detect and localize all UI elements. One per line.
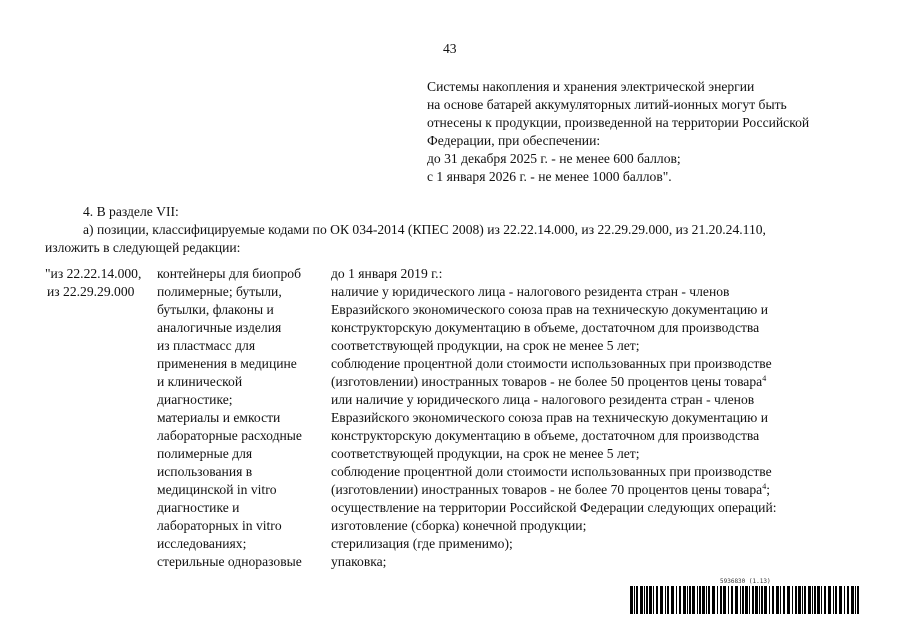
product-line: лабораторных in vitro <box>157 518 282 533</box>
code-cell: "из 22.22.14.000, <box>45 266 142 281</box>
requirement-line <box>331 553 386 571</box>
requirement-line <box>331 427 759 445</box>
requirement-line <box>331 535 513 553</box>
requirement-text: наличие у юридического лица - налогового резидента стран - членов <box>331 284 730 299</box>
requirement-line <box>331 355 772 373</box>
requirement-text: соответствующей продукции, на срок не менее 5 лет; <box>331 338 640 353</box>
item-a-text-continued: изложить в следующей редакции: <box>45 240 241 255</box>
requirement-text: или наличие у юридического лица - налогового резидента стран - членов <box>331 392 755 407</box>
requirement-text: соблюдение процентной доли стоимости использованных при производстве <box>331 356 772 371</box>
section-heading: 4. В разделе VII: <box>83 204 179 219</box>
product-line: медицинской in vitro <box>157 482 277 497</box>
quote-line: до 31 декабря 2025 г. - не менее 600 баллов; <box>427 151 681 166</box>
requirement-line <box>331 409 768 427</box>
requirement-text: соблюдение процентной доли стоимости использованных при производстве <box>331 464 772 479</box>
product-line: исследованиях; <box>157 536 247 551</box>
requirement-text: Евразийского экономического союза прав на техническую документацию и <box>331 410 769 425</box>
requirement-text: конструкторскую документацию в объеме, достаточном для производства <box>331 428 760 443</box>
product-line: и клинической <box>157 374 243 389</box>
requirement-text: конструкторскую документацию в объеме, достаточном для производства <box>331 320 760 335</box>
product-line: аналогичные изделия <box>157 320 282 335</box>
requirement-line <box>331 517 586 535</box>
product-line: стерильные одноразовые <box>157 554 302 569</box>
quote-line: с 1 января 2026 г. - не менее 1000 баллов". <box>427 169 672 184</box>
product-line: бутылки, флаконы и <box>157 302 274 317</box>
product-line: материалы и емкости <box>157 410 281 425</box>
footnote-reference: 4 <box>762 482 767 491</box>
requirement-line <box>331 445 640 463</box>
requirement-line <box>331 319 759 337</box>
punctuation: ; <box>766 482 770 497</box>
requirement-line <box>331 463 772 481</box>
requirement-text: осуществление на территории Российской Федерации следующих операций: <box>331 500 777 515</box>
product-line: применения в медицине <box>157 356 297 371</box>
quote-line: на основе батарей аккумуляторных литий-ионных могут быть <box>427 97 787 112</box>
requirement-line <box>331 373 766 391</box>
requirement-text: до 1 января 2019 г.: <box>331 266 443 281</box>
requirement-text: изготовление (сборка) конечной продукции; <box>331 518 587 533</box>
product-line: полимерные; бутыли, <box>157 284 282 299</box>
barcode-label: 5936830 (1.13) <box>720 578 771 585</box>
requirement-text: стерилизация (где применимо); <box>331 536 513 551</box>
footnote-reference: 4 <box>762 374 767 383</box>
item-a-text: а) позиции, классифицируемые кодами по ОК 034-2014 (КПЕС 2008) из 22.22.14.000, из 22.29.29.000, из 21.20.24.110, <box>83 222 766 237</box>
requirement-text: соответствующей продукции, на срок не менее 5 лет; <box>331 446 640 461</box>
product-line: диагностике и <box>157 500 240 515</box>
requirement-line <box>331 301 768 319</box>
product-line: лабораторные расходные <box>157 428 302 443</box>
page-number: 43 <box>443 41 457 56</box>
requirement-line <box>331 481 770 499</box>
requirement-line <box>331 337 640 355</box>
requirement-line <box>331 499 777 517</box>
requirement-text: (изготовлении) иностранных товаров - не более 50 процентов цены товара <box>331 374 763 389</box>
requirement-line <box>331 391 754 409</box>
barcode-icon <box>630 586 860 614</box>
product-line: диагностике; <box>157 392 233 407</box>
requirement-line <box>331 265 442 283</box>
product-line: из пластмасс для <box>157 338 256 353</box>
product-line: контейнеры для биопроб <box>157 266 301 281</box>
requirement-text: Евразийского экономического союза прав на техническую документацию и <box>331 302 769 317</box>
code-cell: из 22.29.29.000 <box>47 284 135 299</box>
requirement-line <box>331 283 729 301</box>
quote-line: Федерации, при обеспечении: <box>427 133 601 148</box>
quote-line: отнесены к продукции, произведенной на территории Российской <box>427 115 810 130</box>
quote-line: Системы накопления и хранения электрической энергии <box>427 79 755 94</box>
requirement-text: (изготовлении) иностранных товаров - не более 70 процентов цены товара <box>331 482 763 497</box>
requirement-text: упаковка; <box>331 554 387 569</box>
product-line: использования в <box>157 464 253 479</box>
product-line: полимерные для <box>157 446 253 461</box>
